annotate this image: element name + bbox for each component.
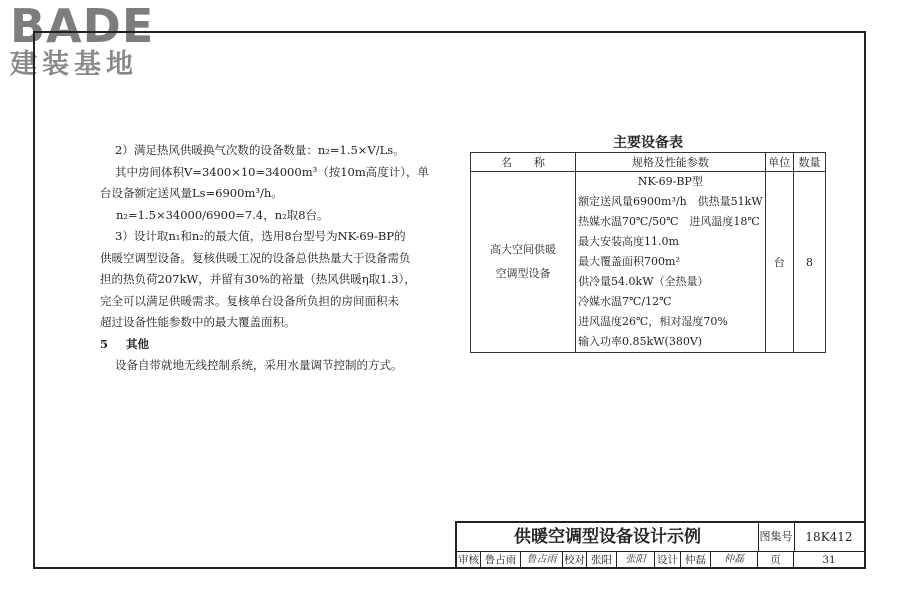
spec-line: 最大覆盖面积700m²	[578, 255, 680, 268]
paragraph: 担的热负荷207kW，并留有30%的裕量（热风供暖η取1.3），	[100, 272, 416, 286]
page-number: 31	[822, 554, 836, 566]
review-label: 审核	[458, 554, 479, 566]
logo-wordmark: BADE	[10, 0, 155, 53]
logo-subtitle: 建装基地	[10, 49, 138, 80]
equipment-name-line: 空调型设备	[495, 267, 551, 280]
table-title: 主要设备表	[613, 135, 683, 151]
section-number: 5	[100, 336, 109, 351]
spec-line: 冷媒水温7℃/12℃	[578, 295, 672, 308]
equation: n₂=1.5×34000/6900=7.4，n₂取8台。	[116, 207, 329, 222]
title-block-signatures	[457, 551, 864, 568]
atlas-number: 18K412	[805, 530, 853, 544]
paragraph: 设备自带就地无线控制系统，采用水量调节控制的方式。	[115, 358, 403, 372]
header-spec: 规格及性能参数	[576, 153, 766, 172]
atlas-number-label: 图集号	[758, 523, 795, 551]
paragraph: 完全可以满足供暖需求。复核单台设备所负担的房间面积未	[100, 293, 399, 308]
check-label: 校对	[564, 554, 585, 566]
paragraph: 其中房间体积V=3400×10=34000m³（按10m高度计），单	[115, 164, 429, 179]
equipment-name	[471, 172, 576, 353]
calculation-text	[100, 140, 440, 377]
table-row	[471, 172, 826, 353]
spec-line: 额定送风量6900m³/h 供热量51kW	[578, 195, 763, 208]
spec-line: 输入功率0.85kW(380V)	[578, 335, 703, 348]
reviewer-name: 鲁占雨	[481, 552, 521, 568]
paragraph: 3）设计取n₁和n₂的最大值，选用8台型号为NK-69-BP的	[115, 229, 406, 243]
spec-line: 热媒水温70℃/50℃ 进风温度18℃	[578, 215, 760, 228]
page-label: 页	[758, 552, 794, 568]
title-block	[455, 521, 864, 567]
checker-signature: 张阳	[617, 552, 655, 568]
section-title: 其他	[126, 336, 149, 351]
title-block-row	[457, 523, 864, 551]
spec-line: 进风温度26℃，相对湿度70%	[578, 315, 728, 328]
paragraph: 供暖空调型设备。复核供暖工况的设备总供热量大于设备需负	[100, 250, 411, 265]
equipment-unit: 台	[765, 172, 793, 353]
reviewer-signature: 鲁占雨	[521, 552, 563, 568]
section-heading	[100, 334, 440, 356]
spec-line: NK-69-BP型	[637, 175, 703, 188]
equipment-quantity: 8	[793, 172, 825, 353]
equipment-table	[470, 152, 826, 353]
equipment-specs	[576, 172, 766, 353]
header-name: 名 称	[471, 153, 576, 172]
header-qty: 数量	[793, 153, 825, 172]
spec-line: 最大安装高度11.0m	[578, 235, 679, 248]
equipment-name-line: 高大空间供暖	[490, 243, 557, 256]
checker-name: 张阳	[587, 552, 617, 568]
paragraph: 台设备额定送风量Ls=6900m³/h。	[100, 186, 283, 200]
spec-line: 供冷量54.0kW（全热量）	[578, 275, 709, 288]
table-header-row	[471, 153, 826, 172]
header-unit: 单位	[765, 153, 793, 172]
drawing-title: 供暖空调型设备设计示例	[457, 523, 759, 551]
paragraph: 超过设备性能参数中的最大覆盖面积。	[100, 315, 296, 329]
design-label: 设计	[655, 552, 681, 568]
paragraph: 2）满足热风供暖换气次数的设备数量：n₂=1.5×V/Ls。	[115, 143, 405, 157]
designer-name: 仲磊	[681, 552, 711, 568]
designer-signature: 仲磊	[711, 552, 758, 568]
